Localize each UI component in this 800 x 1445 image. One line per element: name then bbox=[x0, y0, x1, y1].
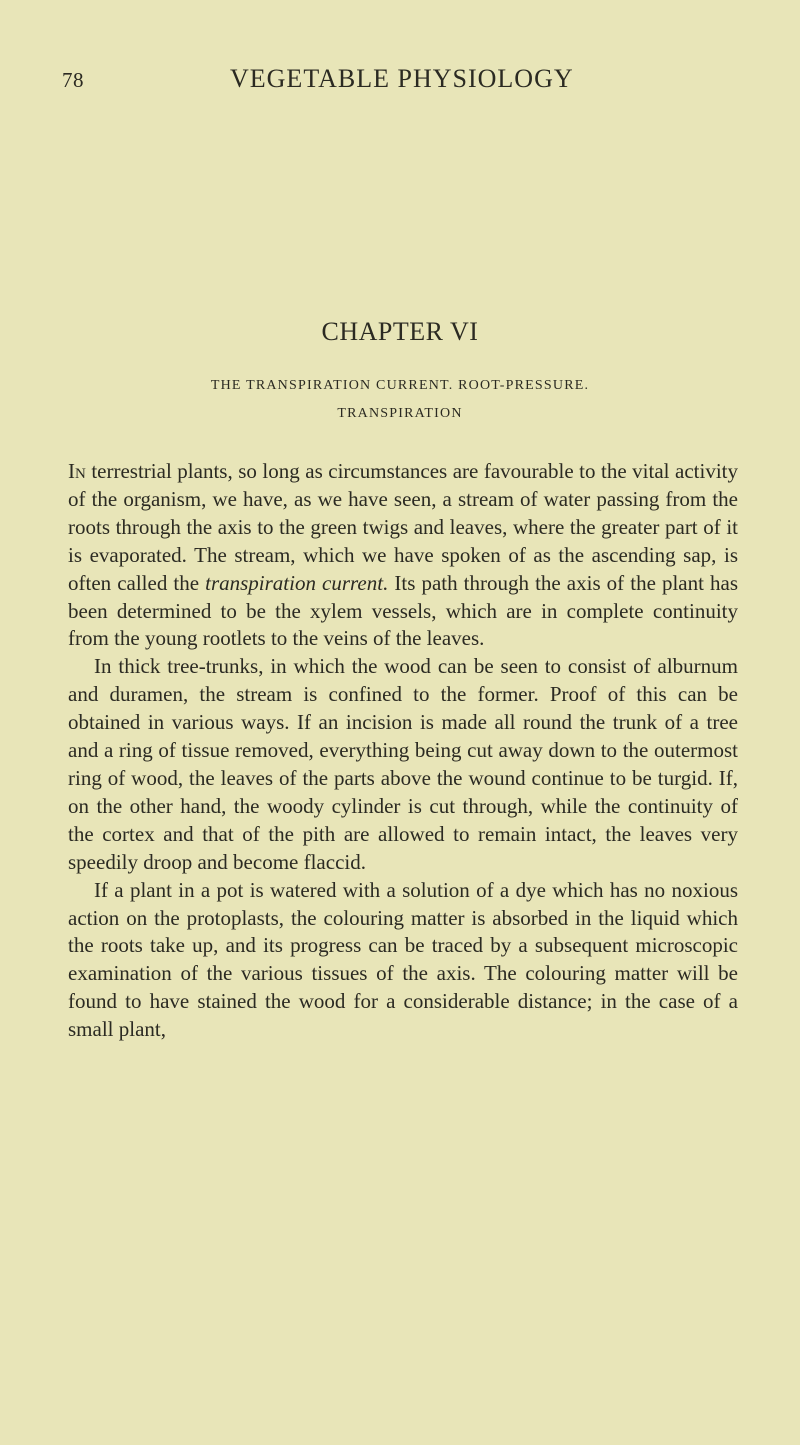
paragraph-3: If a plant in a pot is watered with a solution of a dye which has no noxious action on the protoplasts, the colouring matter is absorbed in the liquid which the roots take up, and its progress can be traced by a subsequent microscopic examination of the various tissues of the axis. The colouring matter will be found to have stained the wood for a considerable distance; in the case of a small plant, bbox=[68, 877, 738, 1042]
section-heading bbox=[0, 372, 800, 428]
paragraph-1 bbox=[68, 458, 738, 653]
paragraph-1-opening: In bbox=[68, 459, 86, 483]
paragraph-1-text-a: terrestrial plants, so long as circumstances are favourable to the vital activity of the organism, we have, as we have seen, a stream of water passing from the roots through the axis to the green twigs and leaves, where the greater part of it is evaporated. The stream, which we have spoken of as the ascending sap, is often called the bbox=[68, 459, 738, 595]
section-heading-line-1: THE TRANSPIRATION CURRENT. ROOT-PRESSURE. bbox=[210, 378, 590, 393]
paragraph-1-italic-term: transpiration current. bbox=[205, 570, 389, 595]
section-heading-line-2: TRANSPIRATION bbox=[337, 406, 463, 421]
paragraph-1-text-b: Its path through the axis of the plant has been determined to be the xylem vessels, which are in complete continuity from the young rootlets to the veins of the leaves. bbox=[68, 570, 738, 651]
body-text bbox=[68, 458, 738, 1044]
chapter-title: CHAPTER VI bbox=[321, 317, 479, 346]
page-number: 78 bbox=[62, 68, 84, 92]
paragraph-2: In thick tree-trunks, in which the wood can be seen to consist of alburnum and duramen, the stream is confined to the former. Proof of this can be obtained in various ways. If an incision is made all round the trunk of a tree and a ring of tissue removed, everything being cut away down to the outermost ring of wood, the leaves of the parts above the wound continue to be turgid. If, on the other hand, the woody cylinder is cut through, while the continuity of the cortex and that of the pith are allowed to remain intact, the leaves very speedily droop and become flaccid. bbox=[68, 654, 738, 874]
running-title: VEGETABLE PHYSIOLOGY bbox=[230, 64, 574, 93]
